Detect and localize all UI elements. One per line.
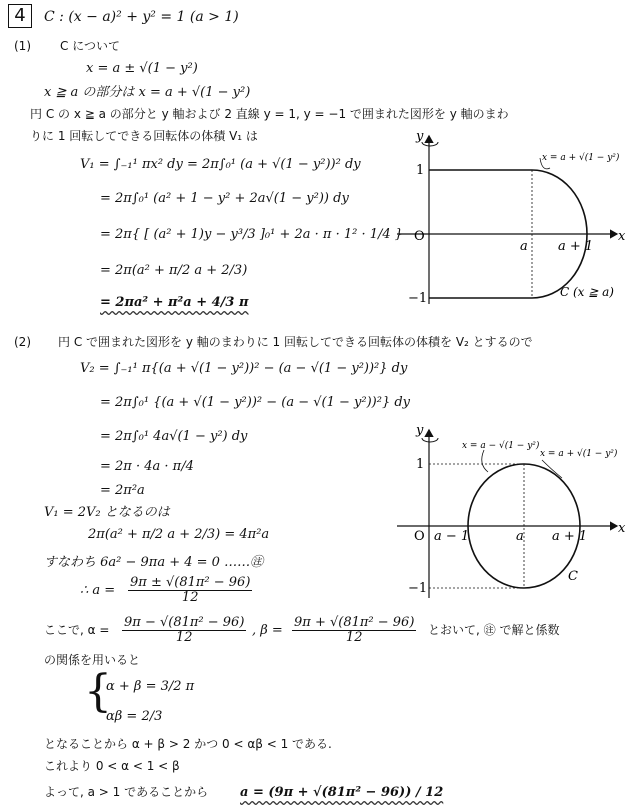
v1-answer: = 2πa² + π²a + 4/3 π <box>100 295 249 310</box>
solution-numerator: 9π ± √(81π² − 96) <box>130 575 251 590</box>
v2-line5: = 2π²a <box>100 483 145 498</box>
fig1-curve-label: x = a + √(1 − y²) <box>542 153 620 163</box>
fig1-tick-neg1: −1 <box>408 291 428 306</box>
relation-text: の関係を用いると <box>44 653 141 667</box>
part1-label: (1) <box>14 39 31 53</box>
part1-eq2: x ≧ a の部分は x = a + √(1 − y²) <box>44 85 251 100</box>
fig2-tick-am1: a − 1 <box>434 529 470 544</box>
beta-fraction <box>292 616 416 646</box>
fig1-tick-a: a <box>520 239 528 254</box>
alpha-fraction <box>122 616 246 646</box>
fig1-tick-a1: a + 1 <box>558 239 594 254</box>
problem-number: 4 <box>8 4 32 28</box>
vieta-product: αβ = 2/3 <box>106 709 163 724</box>
beta-denominator: 12 <box>345 630 363 646</box>
fig1-y-label: y <box>416 129 424 144</box>
fig2-tick-1: 1 <box>416 457 425 472</box>
fig2-c-label: C <box>568 569 578 584</box>
fig2-y-label: y <box>416 424 424 438</box>
system-brace: { <box>84 666 112 717</box>
part2-intro: 円 C で囲まれた図形を y 軸のまわりに 1 回転してできる回転体の体積を V₂ とするので <box>58 335 533 349</box>
therefore-a: ∴ a = <box>80 583 116 598</box>
fig2-x-label: x <box>618 521 626 536</box>
fig2-origin: O <box>414 529 425 544</box>
fig1-x-label: x <box>618 229 626 244</box>
rotation-arrow-icon <box>422 438 438 442</box>
fig1-tick-1: 1 <box>416 163 425 178</box>
final-answer: a = (9π + √(81π² − 96)) / 12 <box>240 785 444 800</box>
fig1-origin: O <box>414 229 425 244</box>
solution-fraction <box>128 576 252 606</box>
final-prefix: よって, a > 1 であることから <box>44 785 209 799</box>
part1-intro: C について <box>60 39 120 53</box>
cond-text: V₁ = 2V₂ となるのは <box>44 505 170 520</box>
fig2-right-label: x = a + √(1 − y²) <box>540 449 618 459</box>
fig1-c-label: C (x ≧ a) <box>560 285 614 299</box>
v1-line2: = 2π∫₀¹ (a² + 1 − y² + 2a√(1 − y²)) dy <box>100 191 349 206</box>
part1-eq1: x = a ± √(1 − y²) <box>86 61 198 76</box>
v1-line1: V₁ = ∫₋₁¹ πx² dy = 2π∫₀¹ (a + √(1 − y²))² dy <box>80 157 361 172</box>
cond-equation: 2π(a² + π/2 a + 2/3) = 4π²a <box>88 527 270 542</box>
conclusion-2: これより 0 < α < 1 < β <box>44 759 180 773</box>
figure2-graph <box>392 424 632 604</box>
left-leader-line <box>482 450 488 472</box>
fig2-tick-neg1: −1 <box>408 581 428 596</box>
conclusion-1: となることから α + β > 2 かつ 0 < αβ < 1 である. <box>44 737 332 751</box>
figure1-graph <box>392 128 632 308</box>
beta-numerator: 9π + √(81π² − 96) <box>294 615 415 630</box>
rotation-arrow-icon <box>422 142 438 146</box>
fig2-tick-a: a <box>516 529 524 544</box>
part2-label: (2) <box>14 335 31 349</box>
vieta-sum: α + β = 3/2 π <box>106 679 195 694</box>
v1-line3: = 2π{ [ (a² + 1)y − y³/3 ]₀¹ + 2a · π · 1² · 1/4 } <box>100 227 404 242</box>
v1-line4: = 2π(a² + π/2 a + 2/3) <box>100 263 248 278</box>
solution-denominator: 12 <box>181 590 199 606</box>
beta-label: , β = <box>252 623 283 638</box>
v2-line3: = 2π∫₀¹ 4a√(1 − y²) dy <box>100 429 248 444</box>
fig2-left-label: x = a − √(1 − y²) <box>462 441 540 451</box>
part1-desc1: 円 C の x ≧ a の部分と y 軸および 2 直線 y = 1, y = −1 で囲まれた図形を y 軸のまわ <box>30 107 509 121</box>
part1-desc2: りに 1 回転してできる回転体の体積 V₁ は <box>30 129 258 143</box>
vieta-text: とおいて, ㊟ で解と係数 <box>428 623 560 637</box>
alpha-label: ここで, α = <box>44 623 110 637</box>
alpha-numerator: 9π − √(81π² − 96) <box>124 615 245 630</box>
fig2-tick-a1: a + 1 <box>552 529 588 544</box>
alpha-denominator: 12 <box>175 630 193 646</box>
v2-line2: = 2π∫₀¹ {(a + √(1 − y²))² − (a − √(1 − y²))²} dy <box>100 395 411 410</box>
curve-definition: C : (x − a)² + y² = 1 (a > 1) <box>44 9 239 25</box>
quadratic-equation: すなわち 6a² − 9πa + 4 = 0 ……㊟ <box>44 555 264 570</box>
v2-line4: = 2π · 4a · π/4 <box>100 459 194 474</box>
v2-line1: V₂ = ∫₋₁¹ π{(a + √(1 − y²))² − (a − √(1 − y²))²} dy <box>80 361 408 376</box>
